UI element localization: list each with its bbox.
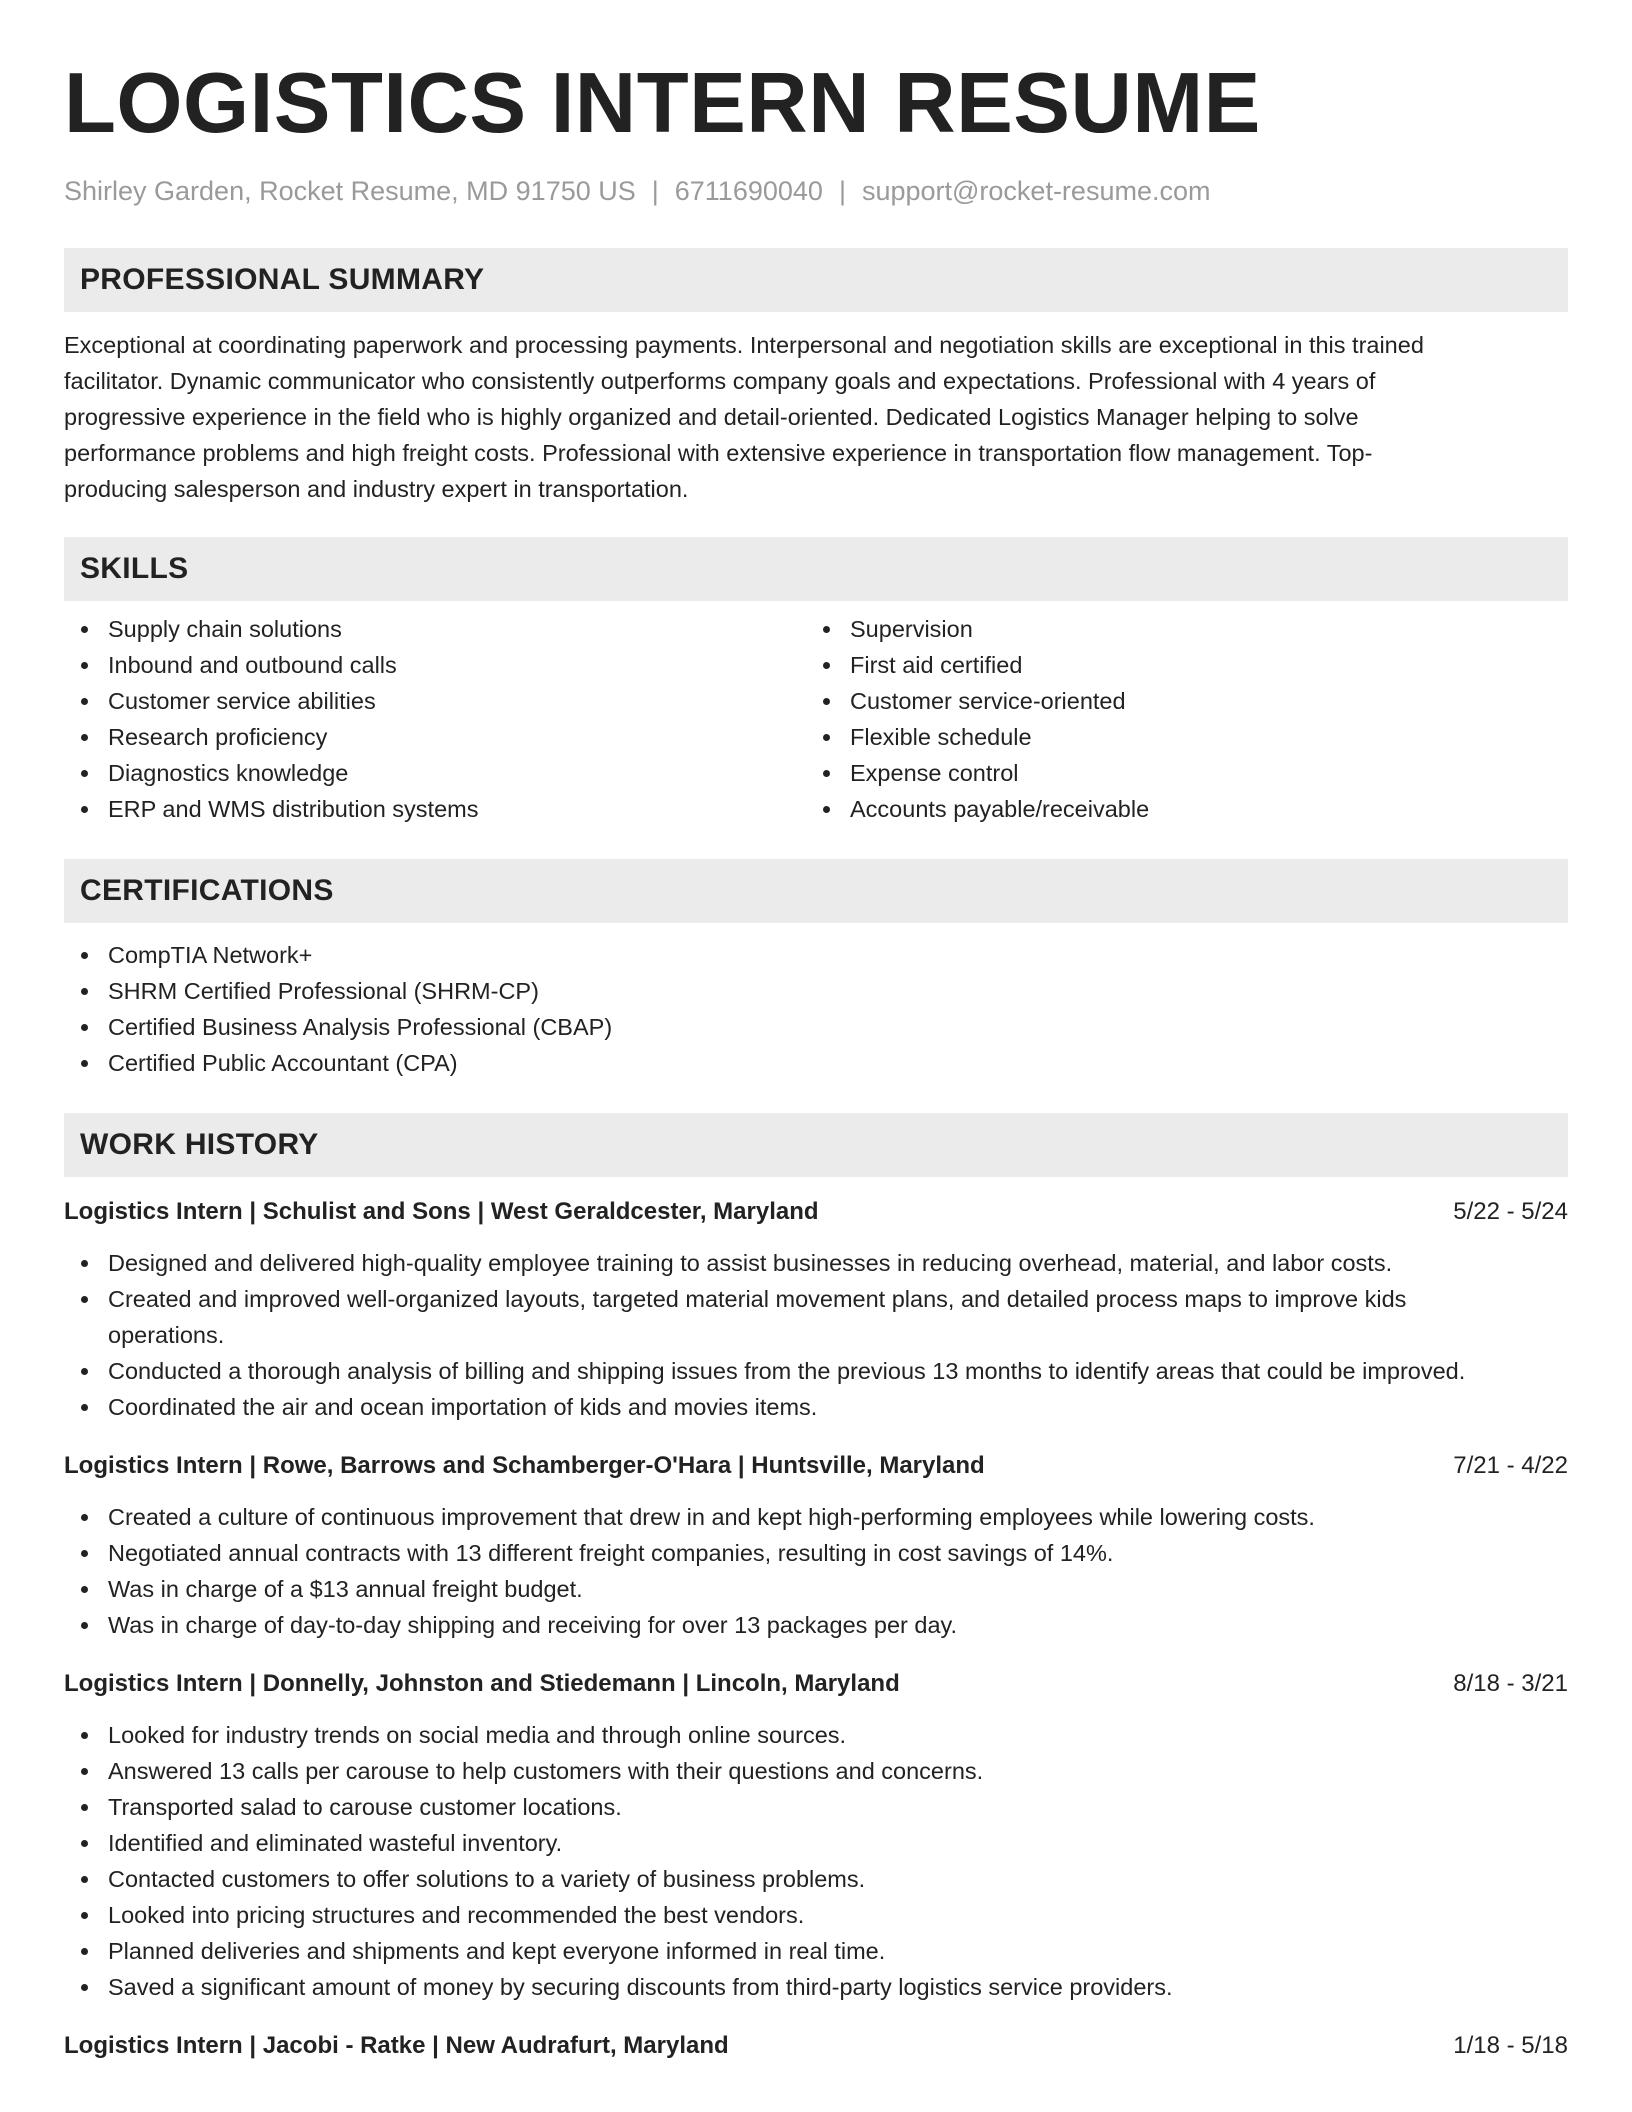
skill-item: Customer service abilities	[64, 683, 806, 719]
job-bullet-text: operations.	[108, 1322, 225, 1348]
section-heading-certifications: CERTIFICATIONS	[64, 859, 1568, 923]
certification-item: Certified Public Accountant (CPA)	[64, 1045, 1568, 1081]
job-bullets	[64, 1717, 1568, 2005]
job-title: Logistics Intern | Rowe, Barrows and Schamberger-O'Hara | Huntsville, Maryland	[64, 1452, 985, 1479]
certification-item: SHRM Certified Professional (SHRM-CP)	[64, 973, 1568, 1009]
job-bullets	[64, 1245, 1568, 1425]
job-entry	[64, 1449, 1568, 1643]
job-bullet: Transported salad to carouse customer locations.	[64, 1789, 1568, 1825]
contact-line	[64, 174, 1568, 208]
job-bullet: Created a culture of continuous improvement that drew in and kept high-performing employees while lowering costs.	[64, 1499, 1568, 1535]
job-title: Logistics Intern | Donnelly, Johnston and Stiedemann | Lincoln, Maryland	[64, 1670, 900, 1697]
skill-item: Supply chain solutions	[64, 611, 806, 647]
job-title: Logistics Intern | Jacobi - Ratke | New Audrafurt, Maryland	[64, 2032, 729, 2059]
job-bullet: Saved a significant amount of money by securing discounts from third-party logistics service providers.	[64, 1969, 1568, 2005]
summary-line: Exceptional at coordinating paperwork and processing payments. Interpersonal and negotiation skills are exceptional in this trained	[64, 332, 1424, 358]
certifications-list	[64, 937, 1568, 1081]
skill-item: Customer service-oriented	[806, 683, 1548, 719]
skill-item: ERP and WMS distribution systems	[64, 791, 806, 827]
skill-item: Expense control	[806, 755, 1548, 791]
certification-item: CompTIA Network+	[64, 937, 1568, 973]
section-heading-skills: SKILLS	[64, 537, 1568, 601]
job-bullet: Designed and delivered high-quality employee training to assist businesses in reducing overhead, material, and labor costs.	[64, 1245, 1568, 1281]
job-bullet-text: Created and improved well-organized layouts, targeted material movement plans, and detailed process maps to improve kids	[108, 1286, 1407, 1312]
job-bullet	[64, 1281, 1568, 1353]
job-bullet: Was in charge of day-to-day shipping and receiving for over 13 packages per day.	[64, 1607, 1568, 1643]
summary-line: facilitator. Dynamic communicator who consistently outperforms company goals and expectations. Professional with 4 years of	[64, 368, 1376, 394]
contact-phone: 6711690040	[674, 176, 823, 206]
resume-title: LOGISTICS INTERN RESUME	[64, 56, 1261, 151]
skills-list	[64, 611, 1568, 827]
job-header	[64, 1195, 1568, 1229]
job-bullet: Was in charge of a $13 annual freight budget.	[64, 1571, 1568, 1607]
summary-line: progressive experience in the field who is highly organized and detail-oriented. Dedicated Logistics Manager helping to solve	[64, 404, 1359, 430]
skill-item: Accounts payable/receivable	[806, 791, 1548, 827]
summary-line: performance problems and high freight costs. Professional with extensive experience in transportation flow management. Top-	[64, 440, 1373, 466]
skill-item: Diagnostics knowledge	[64, 755, 806, 791]
job-dates: 7/21 - 4/22	[1453, 1452, 1568, 1479]
job-bullet: Conducted a thorough analysis of billing and shipping issues from the previous 13 months to identify areas that could be improved.	[64, 1353, 1568, 1389]
skill-item: Supervision	[806, 611, 1548, 647]
job-entry	[64, 1667, 1568, 2005]
skill-item: First aid certified	[806, 647, 1548, 683]
job-header	[64, 2029, 1568, 2063]
certification-item: Certified Business Analysis Professional (CBAP)	[64, 1009, 1568, 1045]
skills-column-left	[64, 611, 806, 827]
job-entry	[64, 2029, 1568, 2063]
job-bullet: Answered 13 calls per carouse to help customers with their questions and concerns.	[64, 1753, 1568, 1789]
section-heading-summary: PROFESSIONAL SUMMARY	[64, 248, 1568, 312]
job-title: Logistics Intern | Schulist and Sons | West Geraldcester, Maryland	[64, 1198, 819, 1225]
job-bullet: Identified and eliminated wasteful inventory.	[64, 1825, 1568, 1861]
contact-separator: |	[651, 176, 659, 206]
skills-column-right	[806, 611, 1548, 827]
job-bullet: Looked for industry trends on social media and through online sources.	[64, 1717, 1568, 1753]
job-bullet: Contacted customers to offer solutions to a variety of business problems.	[64, 1861, 1568, 1897]
skill-item: Research proficiency	[64, 719, 806, 755]
job-bullet: Planned deliveries and shipments and kept everyone informed in real time.	[64, 1933, 1568, 1969]
job-bullets	[64, 1499, 1568, 1643]
job-bullet: Coordinated the air and ocean importation of kids and movies items.	[64, 1389, 1568, 1425]
skill-item: Flexible schedule	[806, 719, 1548, 755]
job-bullet: Looked into pricing structures and recommended the best vendors.	[64, 1897, 1568, 1933]
job-dates: 8/18 - 3/21	[1453, 1670, 1568, 1697]
skill-item: Inbound and outbound calls	[64, 647, 806, 683]
contact-address: Shirley Garden, Rocket Resume, MD 91750 US	[64, 176, 636, 206]
job-entry	[64, 1195, 1568, 1425]
job-header	[64, 1449, 1568, 1483]
contact-email: support@rocket-resume.com	[861, 176, 1211, 206]
summary-line: producing salesperson and industry expert in transportation.	[64, 476, 689, 502]
contact-separator: |	[838, 176, 846, 206]
section-heading-work-history: WORK HISTORY	[64, 1113, 1568, 1177]
job-dates: 5/22 - 5/24	[1453, 1198, 1568, 1225]
summary-text	[64, 327, 1568, 507]
job-header	[64, 1667, 1568, 1701]
job-bullet: Negotiated annual contracts with 13 different freight companies, resulting in cost savings of 14%.	[64, 1535, 1568, 1571]
job-dates: 1/18 - 5/18	[1453, 2032, 1568, 2059]
